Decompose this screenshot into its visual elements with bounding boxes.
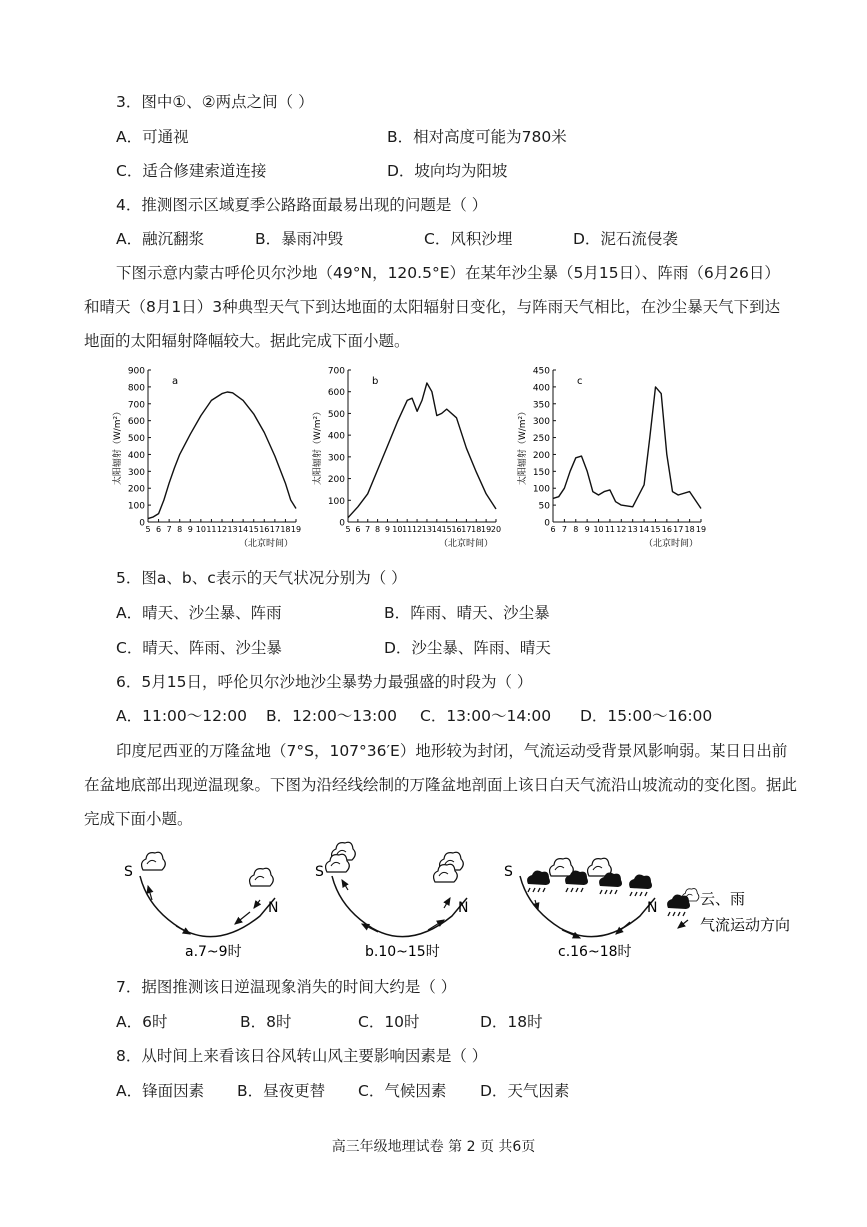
- legend-cloud-rain: 云、雨: [700, 890, 746, 908]
- panel-b-s: S: [315, 864, 324, 880]
- panel-c-caption: c.16~18时: [558, 944, 632, 960]
- x-tick-label: 17: [673, 525, 684, 534]
- panel-a-caption: a.7~9时: [185, 944, 242, 960]
- x-axis-label: （北京时间）: [238, 539, 294, 549]
- x-tick-label: 14: [638, 525, 650, 534]
- panel-a-s: S: [124, 864, 133, 880]
- y-tick-label: 300: [127, 467, 145, 478]
- q7-option-c: C．10时: [358, 1013, 420, 1031]
- x-axis-label: （北京时间）: [643, 539, 699, 549]
- x-tick-label: 9: [584, 525, 590, 534]
- x-tick-label: 16: [451, 525, 462, 534]
- x-tick-label: 7: [166, 525, 172, 534]
- q5-option-d: D．沙尘暴、阵雨、晴天: [384, 639, 551, 657]
- y-tick-label: 200: [127, 484, 145, 495]
- y-tick-label: 250: [532, 434, 550, 445]
- y-tick-label: 200: [327, 475, 345, 486]
- y-tick-label: 100: [532, 484, 550, 495]
- x-tick-label: 18: [684, 525, 695, 534]
- y-tick-label: 0: [339, 518, 345, 529]
- q4-option-c: C．风积沙埋: [424, 230, 513, 248]
- y-tick-label: 50: [538, 501, 550, 512]
- basin-legend: [667, 889, 790, 934]
- x-tick-label: 11: [206, 525, 217, 534]
- x-tick-label: 7: [365, 525, 371, 534]
- x-tick-label: 11: [402, 525, 413, 534]
- q6-option-a: A．11:00～12:00: [116, 707, 247, 725]
- intro2-line1: 印度尼西亚的万隆盆地（7°S，107°36′E）地形较为封闭，气流运动受背景风影响弱。某日日出前: [116, 742, 788, 760]
- panel-b-n: N: [458, 900, 469, 916]
- legend-airflow: 气流运动方向: [700, 916, 791, 934]
- y-tick-label: 0: [139, 518, 145, 529]
- q7-option-a: A．6时: [116, 1013, 168, 1031]
- x-tick-label: 9: [187, 525, 193, 534]
- q3-stem: 3．图中①、②两点之间（ ）: [116, 93, 314, 111]
- x-axis-label: （北京时间）: [438, 539, 494, 549]
- x-tick-label: 17: [269, 525, 280, 534]
- panel-label: b: [372, 376, 379, 387]
- x-tick-label: 16: [661, 525, 672, 534]
- q5-option-a: A．晴天、沙尘暴、阵雨: [116, 604, 282, 622]
- q5-option-b: B．阵雨、晴天、沙尘暴: [384, 604, 550, 622]
- x-tick-label: 8: [375, 525, 381, 534]
- q6-option-d: D．15:00～16:00: [580, 707, 713, 725]
- x-tick-label: 6: [355, 525, 361, 534]
- radiation-line: [553, 387, 701, 509]
- y-axis-label: 太阳辐射（W/m²）: [313, 406, 323, 486]
- y-tick-label: 150: [532, 467, 550, 478]
- q7-option-d: D．18时: [480, 1013, 543, 1031]
- q7-stem: 7．据图推测该日逆温现象消失的时间大约是（ ）: [116, 978, 457, 996]
- panel-c-s: S: [504, 864, 513, 880]
- x-tick-label: 12: [616, 525, 627, 534]
- y-tick-label: 350: [532, 400, 550, 411]
- x-tick-label: 12: [411, 525, 423, 534]
- x-tick-label: 10: [593, 525, 604, 534]
- x-tick-label: 13: [627, 525, 638, 534]
- intro1-line3: 地面的太阳辐射降幅较大。据此完成下面小题。: [84, 332, 410, 350]
- y-tick-label: 0: [544, 518, 550, 529]
- x-tick-label: 10: [195, 525, 206, 534]
- x-tick-label: 10: [392, 525, 403, 534]
- x-tick-label: 19: [695, 525, 707, 534]
- chart-a: [111, 367, 301, 550]
- q3-option-b: B．相对高度可能为780米: [387, 128, 567, 146]
- page-footer: 高三年级地理试卷 第 2 页 共6页: [331, 1139, 536, 1155]
- radiation-charts: [100, 360, 720, 560]
- q4-option-d: D．泥石流侵袭: [573, 230, 678, 248]
- x-tick-label: 16: [259, 525, 270, 534]
- y-tick-label: 500: [327, 409, 345, 420]
- y-tick-label: 800: [127, 383, 145, 394]
- x-tick-label: 18: [280, 525, 291, 534]
- x-tick-label: 14: [238, 525, 249, 534]
- y-tick-label: 100: [127, 501, 145, 512]
- x-tick-label: 17: [461, 525, 472, 534]
- q8-stem: 8．从时间上来看该日谷风转山风主要影响因素是（ ）: [116, 1047, 488, 1065]
- q6-option-b: B．12:00～13:00: [266, 707, 397, 725]
- intro1-line2: 和晴天（8月1日）3种典型天气下到达地面的太阳辐射日变化，与阵雨天气相比，在沙尘暴天气下到达: [84, 298, 781, 316]
- basin-panel-b: [315, 842, 468, 960]
- y-tick-label: 900: [127, 366, 145, 377]
- y-tick-label: 600: [327, 388, 345, 399]
- basin-panel-c: [504, 858, 657, 960]
- q5-option-c: C．晴天、阵雨、沙尘暴: [116, 639, 282, 657]
- x-tick-label: 8: [177, 525, 183, 534]
- x-tick-label: 18: [471, 525, 482, 534]
- basin-panel-a: [124, 852, 278, 960]
- y-tick-label: 500: [127, 434, 145, 445]
- chart-b: [311, 367, 501, 550]
- panel-label: c: [577, 376, 583, 387]
- x-tick-label: 6: [550, 525, 556, 534]
- q4-stem: 4．推测图示区域夏季公路路面最易出现的问题是（ ）: [116, 196, 488, 214]
- intro1-line1: 下图示意内蒙古呼伦贝尔沙地（49°N，120.5°E）在某年沙尘暴（5月15日）、阵雨（6月26日）: [116, 264, 780, 282]
- panel-a-n: N: [268, 900, 279, 916]
- x-tick-label: 9: [384, 525, 391, 534]
- intro2-line2: 在盆地底部出现逆温现象。下图为沿经线绘制的万隆盆地剖面上该日白天气流沿山坡流动的变化图。据此: [84, 776, 798, 794]
- q3-option-a: A．可通视: [116, 128, 189, 146]
- chart-c: [516, 367, 706, 550]
- y-tick-label: 600: [127, 417, 145, 428]
- x-tick-label: 19: [481, 525, 492, 534]
- q8-option-c: C．气候因素: [358, 1082, 447, 1100]
- panel-c-n: N: [647, 900, 658, 916]
- q3-option-d: D．坡向均为阳坡: [387, 162, 508, 180]
- q8-option-d: D．天气因素: [480, 1082, 570, 1100]
- y-tick-label: 700: [327, 366, 345, 377]
- x-tick-label: 11: [604, 525, 616, 534]
- x-tick-label: 13: [227, 525, 238, 534]
- y-tick-label: 300: [327, 453, 345, 464]
- radiation-line: [148, 392, 296, 519]
- x-tick-label: 20: [490, 525, 502, 534]
- y-tick-label: 300: [532, 417, 550, 428]
- x-tick-label: 13: [421, 525, 433, 534]
- x-tick-label: 6: [156, 525, 162, 534]
- x-tick-label: 12: [216, 525, 228, 534]
- x-tick-label: 5: [345, 525, 351, 534]
- x-tick-label: 8: [573, 525, 579, 534]
- y-tick-label: 100: [327, 496, 345, 507]
- radiation-line: [348, 383, 496, 518]
- y-tick-label: 400: [532, 383, 550, 394]
- panel-label: a: [172, 376, 179, 387]
- q3-option-c: C．适合修建索道连接: [116, 162, 267, 180]
- y-tick-label: 400: [327, 431, 345, 442]
- q8-option-a: A．锋面因素: [116, 1082, 205, 1100]
- x-tick-label: 14: [431, 525, 442, 534]
- q8-option-b: B．昼夜更替: [237, 1082, 326, 1100]
- x-tick-label: 15: [441, 525, 452, 534]
- y-axis-label: 太阳辐射（W/m²）: [518, 406, 528, 486]
- y-tick-label: 700: [127, 400, 145, 411]
- q4-option-a: A．融沉翻浆: [116, 230, 205, 248]
- x-tick-label: 15: [248, 525, 259, 534]
- x-tick-label: 7: [561, 525, 567, 534]
- intro2-line3: 完成下面小题。: [84, 810, 193, 828]
- q5-stem: 5．图a、b、c表示的天气状况分别为（ ）: [116, 569, 407, 587]
- y-axis-label: 太阳辐射（W/m²）: [113, 406, 123, 486]
- basin-diagram: [110, 838, 810, 968]
- x-tick-label: 15: [650, 525, 661, 534]
- q6-option-c: C．13:00～14:00: [420, 707, 552, 725]
- x-tick-label: 5: [145, 525, 151, 534]
- x-tick-label: 19: [290, 525, 302, 534]
- y-tick-label: 450: [532, 366, 550, 377]
- q6-stem: 6．5月15日，呼伦贝尔沙地沙尘暴势力最强盛的时段为（ ）: [116, 673, 533, 691]
- q4-option-b: B．暴雨冲毁: [255, 230, 344, 248]
- y-tick-label: 400: [127, 450, 145, 461]
- y-tick-label: 200: [532, 450, 550, 461]
- panel-b-caption: b.10~15时: [365, 944, 440, 960]
- q7-option-b: B．8时: [240, 1013, 292, 1031]
